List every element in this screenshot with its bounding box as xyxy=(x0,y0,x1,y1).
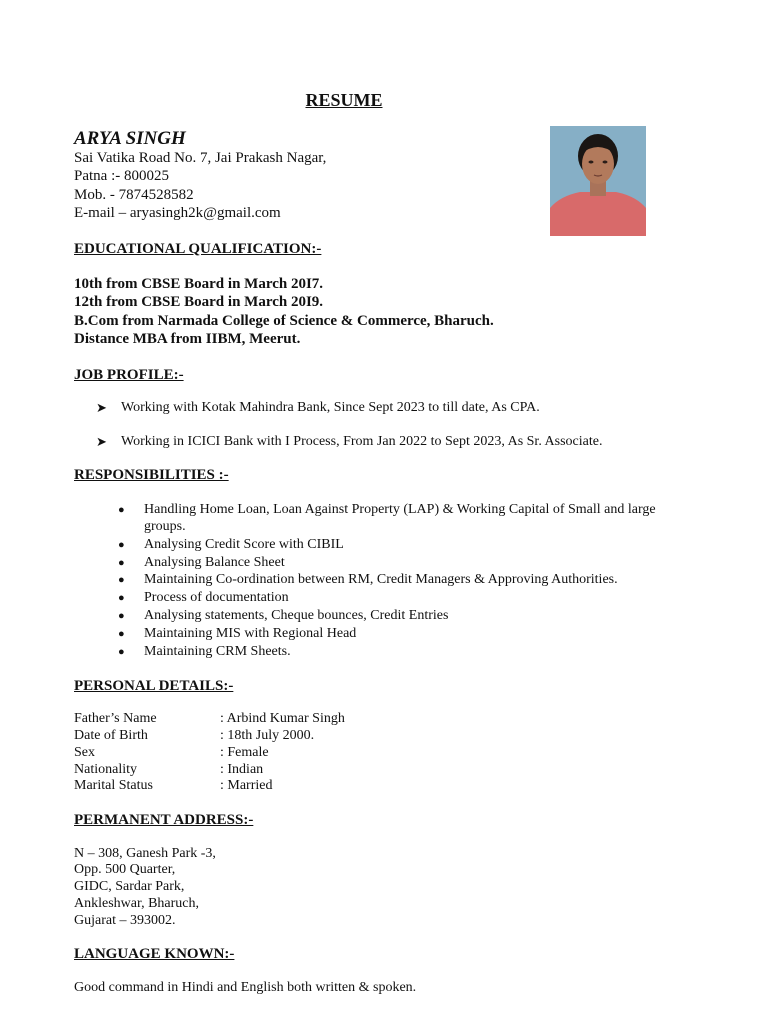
language-text: Good command in Hindi and English both written & spoken. xyxy=(74,980,417,995)
education-item: B.Com from Narmada College of Science & Commerce, Bharuch. xyxy=(74,313,494,329)
education-item: 12th from CBSE Board in March 20I9. xyxy=(74,294,324,310)
responsibility-item: Analysing statements, Cheque bounces, Credit Entries xyxy=(144,608,449,623)
address-line-1: Sai Vatika Road No. 7, Jai Prakash Nagar, xyxy=(74,150,327,166)
round-bullet-icon: ● xyxy=(118,574,125,586)
job-item: Working in ICICI Bank with I Process, From Jan 2022 to Sept 2023, As Sr. Associate. xyxy=(121,434,603,449)
responsibility-item: Process of documentation xyxy=(144,590,289,605)
responsibilities-heading: RESPONSIBILITIES :- xyxy=(74,467,229,483)
personal-label: Marital Status xyxy=(74,778,153,793)
personal-label: Nationality xyxy=(74,762,137,777)
permanent-address-line: N – 308, Ganesh Park -3, xyxy=(74,846,216,861)
personal-label: Sex xyxy=(74,745,95,760)
profile-photo xyxy=(550,126,646,236)
personal-value: : Female xyxy=(220,745,269,760)
responsibility-item: Analysing Balance Sheet xyxy=(144,555,285,570)
permanent-address-line: Gujarat – 393002. xyxy=(74,913,176,928)
job-profile-heading: JOB PROFILE:- xyxy=(74,367,184,383)
address-line-2: Patna :- 800025 xyxy=(74,168,169,184)
round-bullet-icon: ● xyxy=(118,610,125,622)
resume-title: RESUME xyxy=(305,90,383,110)
responsibility-item: Maintaining MIS with Regional Head xyxy=(144,626,357,641)
education-item: 10th from CBSE Board in March 20I7. xyxy=(74,276,324,292)
personal-details-heading: PERSONAL DETAILS:- xyxy=(74,678,234,694)
responsibility-item: Maintaining Co-ordination between RM, Credit Managers & Approving Authorities. xyxy=(144,572,618,587)
language-heading: LANGUAGE KNOWN:- xyxy=(74,946,235,962)
personal-value: : Married xyxy=(220,778,273,793)
round-bullet-icon: ● xyxy=(118,539,125,551)
permanent-address-heading: PERMANENT ADDRESS:- xyxy=(74,812,254,828)
round-bullet-icon: ● xyxy=(118,646,125,658)
education-heading: EDUCATIONAL QUALIFICATION:- xyxy=(74,241,322,257)
responsibility-item: Handling Home Loan, Loan Against Property (LAP) & Working Capital of Small and large xyxy=(144,502,656,517)
personal-value: : Arbind Kumar Singh xyxy=(220,711,345,726)
education-item: Distance MBA from IIBM, Meerut. xyxy=(74,331,301,347)
personal-value: : 18th July 2000. xyxy=(220,728,315,743)
round-bullet-icon: ● xyxy=(118,592,125,604)
arrow-bullet-icon: ➤ xyxy=(96,400,107,415)
round-bullet-icon: ● xyxy=(118,628,125,640)
job-item: Working with Kotak Mahindra Bank, Since Sept 2023 to till date, As CPA. xyxy=(121,400,540,415)
responsibility-item: Maintaining CRM Sheets. xyxy=(144,644,291,659)
mobile-number: Mob. - 7874528582 xyxy=(74,187,194,203)
responsibility-item: Analysing Credit Score with CIBIL xyxy=(144,537,344,552)
responsibility-item-continued: groups. xyxy=(144,519,186,534)
personal-label: Father’s Name xyxy=(74,711,157,726)
round-bullet-icon: ● xyxy=(118,557,125,569)
permanent-address-line: Ankleshwar, Bharuch, xyxy=(74,896,200,911)
personal-value: : Indian xyxy=(220,762,264,777)
candidate-name: ARYA SINGH xyxy=(74,128,186,149)
email-address: E-mail – aryasingh2k@gmail.com xyxy=(74,205,281,221)
round-bullet-icon: ● xyxy=(118,504,125,516)
permanent-address-line: GIDC, Sardar Park, xyxy=(74,879,185,894)
personal-label: Date of Birth xyxy=(74,728,148,743)
permanent-address-line: Opp. 500 Quarter, xyxy=(74,862,176,877)
arrow-bullet-icon: ➤ xyxy=(96,434,107,449)
